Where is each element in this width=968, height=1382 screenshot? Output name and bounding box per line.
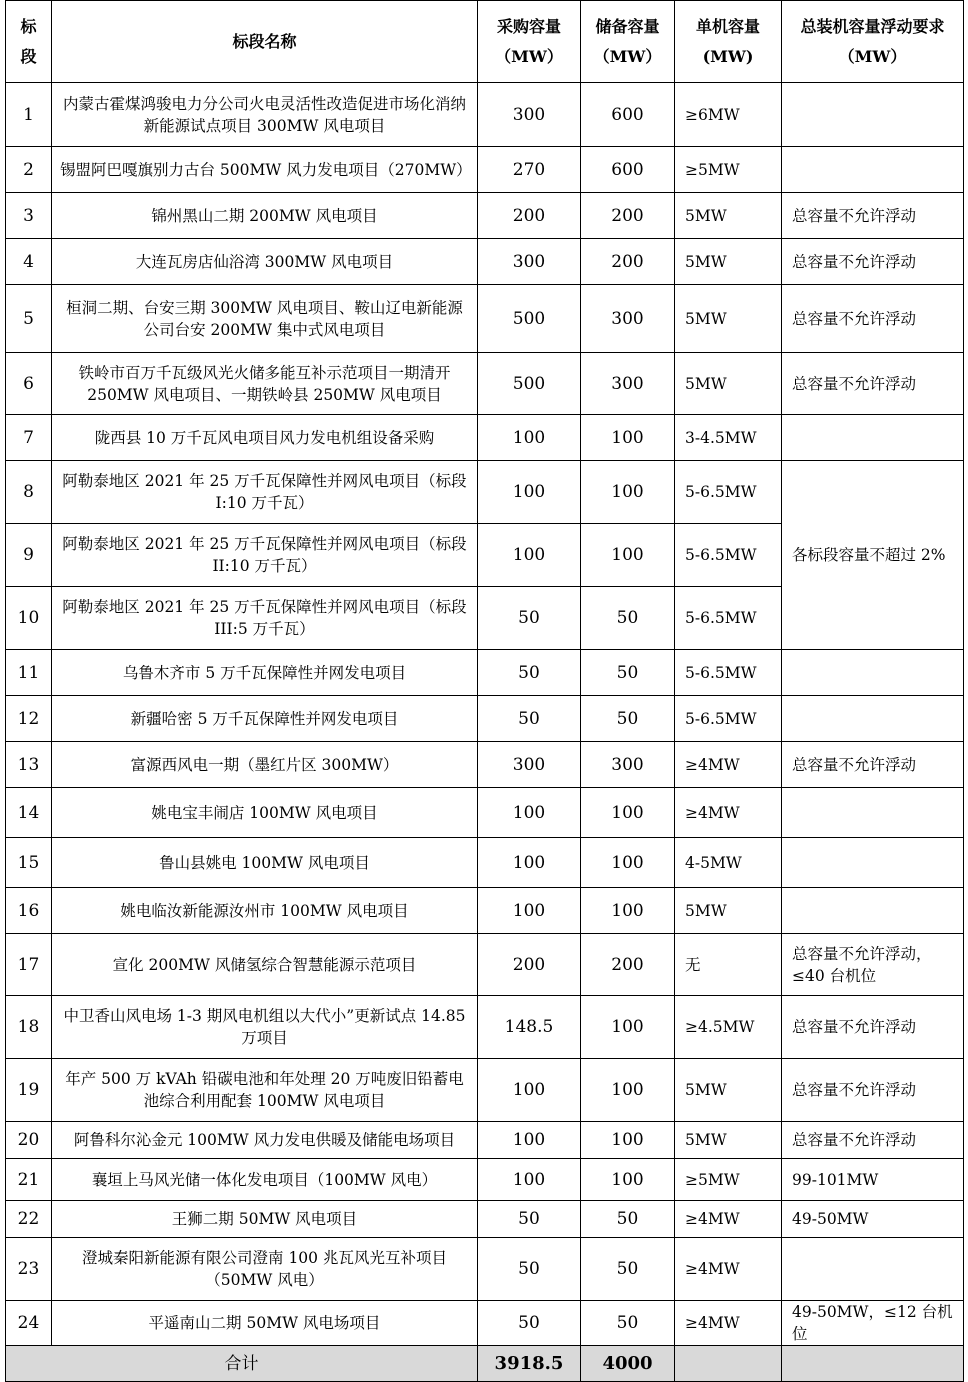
table-row bbox=[6, 239, 964, 285]
total-row bbox=[6, 1346, 964, 1382]
row-purchase: 200 bbox=[478, 193, 581, 239]
row-reserve: 100 bbox=[581, 1159, 675, 1201]
row-reserve: 200 bbox=[581, 934, 675, 996]
row-purchase: 100 bbox=[478, 788, 581, 838]
row-purchase: 50 bbox=[478, 650, 581, 696]
header-unit-text: 单机容量 (MW) bbox=[695, 16, 760, 66]
row-purchase: 100 bbox=[478, 1059, 581, 1122]
header-unit bbox=[675, 1, 782, 83]
row-seq: 7 bbox=[6, 415, 52, 461]
row-purchase: 300 bbox=[478, 742, 581, 788]
row-seq: 21 bbox=[6, 1159, 52, 1201]
row-reserve: 50 bbox=[581, 650, 675, 696]
row-seq: 5 bbox=[6, 285, 52, 353]
total-label: 合计 bbox=[6, 1346, 478, 1382]
row-unit: 5MW bbox=[675, 1059, 782, 1122]
row-reserve: 100 bbox=[581, 838, 675, 888]
row-unit: ≥4MW bbox=[675, 1301, 782, 1346]
row-name: 内蒙古霍煤鸿骏电力分公司火电灵活性改造促进市场化消纳新能源试点项目 300MW 风电项目 bbox=[52, 83, 478, 147]
row-float: 49-50MW bbox=[782, 1201, 964, 1238]
row-float: 总容量不允许浮动 bbox=[782, 353, 964, 415]
row-unit: ≥4MW bbox=[675, 742, 782, 788]
row-name: 阿勒泰地区 2021 年 25 万千瓦保障性并网风电项目（标段 II:10 万千瓦） bbox=[52, 524, 478, 587]
row-seq: 3 bbox=[6, 193, 52, 239]
row-float: 各标段容量不超过 2% bbox=[782, 461, 964, 650]
row-seq: 9 bbox=[6, 524, 52, 587]
table-row bbox=[6, 996, 964, 1059]
table-row bbox=[6, 1301, 964, 1346]
row-unit: 5-6.5MW bbox=[675, 650, 782, 696]
header-float-text: 总装机容量浮动要求 （MW） bbox=[800, 16, 945, 66]
row-purchase: 500 bbox=[478, 353, 581, 415]
table-row bbox=[6, 742, 964, 788]
row-seq: 10 bbox=[6, 587, 52, 650]
row-purchase: 500 bbox=[478, 285, 581, 353]
row-unit: 无 bbox=[675, 934, 782, 996]
row-purchase: 300 bbox=[478, 83, 581, 147]
row-float: 99-101MW bbox=[782, 1159, 964, 1201]
row-seq: 20 bbox=[6, 1122, 52, 1159]
row-seq: 19 bbox=[6, 1059, 52, 1122]
row-purchase: 50 bbox=[478, 587, 581, 650]
row-seq: 11 bbox=[6, 650, 52, 696]
row-seq: 8 bbox=[6, 461, 52, 524]
row-seq: 24 bbox=[6, 1301, 52, 1346]
row-seq: 2 bbox=[6, 147, 52, 193]
table-row bbox=[6, 461, 964, 524]
row-float bbox=[782, 838, 964, 888]
row-reserve: 100 bbox=[581, 415, 675, 461]
row-name: 陇西县 10 万千瓦风电项目风力发电机组设备采购 bbox=[52, 415, 478, 461]
row-purchase: 300 bbox=[478, 239, 581, 285]
row-reserve: 600 bbox=[581, 83, 675, 147]
row-float: 总容量不允许浮动 bbox=[782, 996, 964, 1059]
row-seq: 12 bbox=[6, 696, 52, 742]
row-name: 阿勒泰地区 2021 年 25 万千瓦保障性并网风电项目（标段 III:5 万千瓦） bbox=[52, 587, 478, 650]
row-reserve: 300 bbox=[581, 285, 675, 353]
table-row bbox=[6, 285, 964, 353]
header-purchase-text: 采购容量 （MW） bbox=[495, 16, 563, 66]
table-row bbox=[6, 1122, 964, 1159]
table-row bbox=[6, 1159, 964, 1201]
row-reserve: 100 bbox=[581, 1122, 675, 1159]
row-name: 澄城秦阳新能源有限公司澄南 100 兆瓦风光互补项目（50MW 风电） bbox=[52, 1238, 478, 1301]
row-name: 富源西风电一期（墨红片区 300MW） bbox=[52, 742, 478, 788]
row-purchase: 100 bbox=[478, 524, 581, 587]
row-name: 平遥南山二期 50MW 风电场项目 bbox=[52, 1301, 478, 1346]
row-reserve: 50 bbox=[581, 1301, 675, 1346]
row-name: 锡盟阿巴嘎旗别力古台 500MW 风力发电项目（270MW） bbox=[52, 147, 478, 193]
header-purchase bbox=[478, 1, 581, 83]
row-name: 鲁山县姚电 100MW 风电项目 bbox=[52, 838, 478, 888]
row-float bbox=[782, 650, 964, 696]
row-name: 铁岭市百万千瓦级风光火储多能互补示范项目一期清开 250MW 风电项目、一期铁岭县 250MW 风电项目 bbox=[52, 353, 478, 415]
row-name: 乌鲁木齐市 5 万千瓦保障性并网发电项目 bbox=[52, 650, 478, 696]
total-reserve: 4000 bbox=[581, 1346, 675, 1382]
row-seq: 13 bbox=[6, 742, 52, 788]
row-reserve: 300 bbox=[581, 353, 675, 415]
table-row bbox=[6, 1201, 964, 1238]
row-seq: 4 bbox=[6, 239, 52, 285]
table-row bbox=[6, 696, 964, 742]
row-unit: 5-6.5MW bbox=[675, 587, 782, 650]
total-float-empty bbox=[782, 1346, 964, 1382]
row-name: 新疆哈密 5 万千瓦保障性并网发电项目 bbox=[52, 696, 478, 742]
row-unit: ≥5MW bbox=[675, 147, 782, 193]
row-reserve: 600 bbox=[581, 147, 675, 193]
row-seq: 17 bbox=[6, 934, 52, 996]
row-purchase: 100 bbox=[478, 1159, 581, 1201]
table-body bbox=[6, 83, 964, 1346]
header-name bbox=[52, 1, 478, 83]
row-float: 49-50MW，≤12 台机位 bbox=[782, 1301, 964, 1346]
row-purchase: 100 bbox=[478, 1122, 581, 1159]
row-reserve: 50 bbox=[581, 1201, 675, 1238]
header-row bbox=[6, 1, 964, 83]
row-float: 总容量不允许浮动 bbox=[782, 742, 964, 788]
row-reserve: 50 bbox=[581, 696, 675, 742]
row-purchase: 100 bbox=[478, 415, 581, 461]
row-unit: 5MW bbox=[675, 285, 782, 353]
row-name: 宣化 200MW 风储氢综合智慧能源示范项目 bbox=[52, 934, 478, 996]
table-row bbox=[6, 788, 964, 838]
row-float bbox=[782, 147, 964, 193]
row-unit: 5MW bbox=[675, 193, 782, 239]
row-unit: 5MW bbox=[675, 353, 782, 415]
row-purchase: 50 bbox=[478, 1201, 581, 1238]
row-float: 总容量不允许浮动 bbox=[782, 239, 964, 285]
row-seq: 14 bbox=[6, 788, 52, 838]
header-float bbox=[782, 1, 964, 83]
row-unit: 4-5MW bbox=[675, 838, 782, 888]
row-name: 姚电宝丰闹店 100MW 风电项目 bbox=[52, 788, 478, 838]
row-purchase: 50 bbox=[478, 1301, 581, 1346]
row-name: 阿鲁科尔沁金元 100MW 风力发电供暖及储能电场项目 bbox=[52, 1122, 478, 1159]
row-name: 中卫香山风电场 1-3 期风电机组以大代小”更新试点 14.85 万项目 bbox=[52, 996, 478, 1059]
row-unit: 5MW bbox=[675, 888, 782, 934]
row-float bbox=[782, 888, 964, 934]
row-purchase: 50 bbox=[478, 1238, 581, 1301]
table-row bbox=[6, 888, 964, 934]
table-row bbox=[6, 934, 964, 996]
row-seq: 18 bbox=[6, 996, 52, 1059]
row-purchase: 100 bbox=[478, 888, 581, 934]
row-seq: 1 bbox=[6, 83, 52, 147]
row-reserve: 200 bbox=[581, 239, 675, 285]
row-unit: 5-6.5MW bbox=[675, 696, 782, 742]
table-row bbox=[6, 415, 964, 461]
row-name: 桓洞二期、台安三期 300MW 风电项目、鞍山辽电新能源公司台安 200MW 集中式风电项目 bbox=[52, 285, 478, 353]
row-float bbox=[782, 788, 964, 838]
row-seq: 22 bbox=[6, 1201, 52, 1238]
row-float: 总容量不允许浮动，≤40 台机位 bbox=[782, 934, 964, 996]
row-reserve: 100 bbox=[581, 524, 675, 587]
row-unit: 5-6.5MW bbox=[675, 524, 782, 587]
row-unit: ≥4MW bbox=[675, 1201, 782, 1238]
table-row bbox=[6, 1059, 964, 1122]
row-purchase: 270 bbox=[478, 147, 581, 193]
row-name: 王狮二期 50MW 风电项目 bbox=[52, 1201, 478, 1238]
row-seq: 23 bbox=[6, 1238, 52, 1301]
header-seq-text: 标 段 bbox=[20, 16, 37, 66]
table-row bbox=[6, 193, 964, 239]
row-unit: 5MW bbox=[675, 1122, 782, 1159]
header-reserve bbox=[581, 1, 675, 83]
row-float bbox=[782, 1238, 964, 1301]
row-name: 襄垣上马风光储一体化发电项目（100MW 风电） bbox=[52, 1159, 478, 1201]
row-float bbox=[782, 696, 964, 742]
row-seq: 16 bbox=[6, 888, 52, 934]
row-purchase: 50 bbox=[478, 696, 581, 742]
table-row bbox=[6, 83, 964, 147]
table-row bbox=[6, 147, 964, 193]
row-float: 总容量不允许浮动 bbox=[782, 1122, 964, 1159]
row-reserve: 50 bbox=[581, 1238, 675, 1301]
row-float: 总容量不允许浮动 bbox=[782, 285, 964, 353]
row-reserve: 100 bbox=[581, 1059, 675, 1122]
row-name: 阿勒泰地区 2021 年 25 万千瓦保障性并网风电项目（标段 I:10 万千瓦） bbox=[52, 461, 478, 524]
row-reserve: 100 bbox=[581, 888, 675, 934]
row-name: 大连瓦房店仙浴湾 300MW 风电项目 bbox=[52, 239, 478, 285]
table-row bbox=[6, 838, 964, 888]
table-row bbox=[6, 1238, 964, 1301]
row-name: 锦州黑山二期 200MW 风电项目 bbox=[52, 193, 478, 239]
row-float bbox=[782, 415, 964, 461]
row-unit: ≥4.5MW bbox=[675, 996, 782, 1059]
total-purchase: 3918.5 bbox=[478, 1346, 581, 1382]
row-unit: ≥6MW bbox=[675, 83, 782, 147]
row-purchase: 100 bbox=[478, 838, 581, 888]
row-unit: ≥5MW bbox=[675, 1159, 782, 1201]
table-row bbox=[6, 650, 964, 696]
row-seq: 6 bbox=[6, 353, 52, 415]
table-row bbox=[6, 353, 964, 415]
row-reserve: 50 bbox=[581, 587, 675, 650]
header-name-text: 标段名称 bbox=[232, 31, 297, 51]
row-purchase: 100 bbox=[478, 461, 581, 524]
row-purchase: 200 bbox=[478, 934, 581, 996]
bid-sections-table bbox=[5, 0, 964, 1382]
row-unit: ≥4MW bbox=[675, 1238, 782, 1301]
row-float: 总容量不允许浮动 bbox=[782, 1059, 964, 1122]
row-reserve: 100 bbox=[581, 996, 675, 1059]
header-reserve-text: 储备容量 （MW） bbox=[593, 16, 662, 66]
row-name: 年产 500 万 kVAh 铅碳电池和年处理 20 万吨废旧铅蓄电池综合利用配套 100MW 风电项目 bbox=[52, 1059, 478, 1122]
row-name: 姚电临汝新能源汝州市 100MW 风电项目 bbox=[52, 888, 478, 934]
total-unit-empty bbox=[675, 1346, 782, 1382]
row-unit: 5-6.5MW bbox=[675, 461, 782, 524]
header-seq bbox=[6, 1, 52, 83]
row-reserve: 100 bbox=[581, 461, 675, 524]
row-reserve: 100 bbox=[581, 788, 675, 838]
row-unit: 5MW bbox=[675, 239, 782, 285]
row-reserve: 300 bbox=[581, 742, 675, 788]
row-purchase: 148.5 bbox=[478, 996, 581, 1059]
row-float: 总容量不允许浮动 bbox=[782, 193, 964, 239]
row-reserve: 200 bbox=[581, 193, 675, 239]
row-float bbox=[782, 83, 964, 147]
row-unit: ≥4MW bbox=[675, 788, 782, 838]
row-unit: 3-4.5MW bbox=[675, 415, 782, 461]
row-seq: 15 bbox=[6, 838, 52, 888]
